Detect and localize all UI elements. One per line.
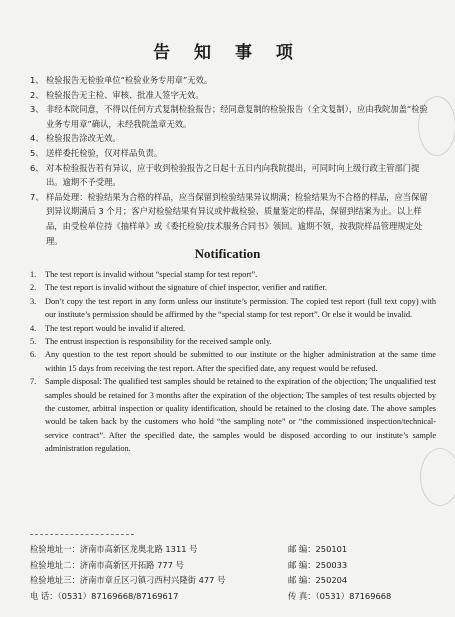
page-title: 告 知 事 项 (153, 43, 302, 63)
list-item (30, 102, 435, 131)
item-text: 检验报告无检验单位“检验业务专用章”无效。 (46, 75, 213, 85)
contact-row (30, 574, 435, 590)
list-item (30, 295, 436, 322)
item-text: 样品处理：检验结果为合格的样品，应当保留到检验结果异议期满；检验结果为不合格的样品，应当保留到异议期满后 3 个月；客户对检验结果有异议或仲裁检验、质量鉴定的样品，保留到结案为止。以上样品，由受检单位持《抽样单》或《委托检验/技术服务合同书》领回。逾期不领，按我院样品管理规定处理。 (46, 191, 428, 246)
address-line: 检验地址一：济南市高新区龙奥北路 1311 号 (30, 544, 198, 554)
postcode: 邮 编：250204 (288, 575, 348, 585)
item-number: 7. (30, 377, 37, 387)
item-number: 5、 (30, 147, 44, 158)
list-item (30, 131, 435, 146)
address-line: 检验地址三：济南市章丘区刁镇刁西村兴隆街 477 号 (30, 575, 226, 585)
item-number: 2、 (30, 89, 44, 100)
chinese-notice-list (30, 73, 435, 248)
item-number: 6. (30, 350, 37, 360)
phone-line: 电 话：（0531）87169668/87169617 (30, 590, 179, 601)
list-item (30, 335, 436, 348)
item-number: 4、 (30, 133, 44, 144)
item-text: The test report would be invalid if altered. (45, 323, 186, 333)
list-item (30, 281, 436, 294)
item-text: 检验报告涂改无效。 (46, 133, 121, 144)
list-item (30, 190, 435, 248)
item-number: 6、 (30, 162, 44, 173)
item-text: 非经本院同意，不得以任何方式复制检验报告；经同意复制的检验报告（全文复制），应由我院加盖“检验业务专用章”确认，未经我院盖章无效。 (46, 104, 428, 129)
contact-row (30, 543, 435, 559)
divider (30, 534, 134, 535)
item-number: 5. (30, 337, 37, 347)
postcode: 邮 编：250101 (288, 544, 348, 554)
item-text: Don’t copy the test report in any form unless our institute’s permission. The copied test report (full text copy) with our institute’s permission should be affirmed by the “special stamp for test report”. Or else it would be invalid. (45, 296, 436, 320)
english-notice-list (30, 268, 436, 456)
item-text: Sample disposal: The qualified test samples should be retained to the expiration of the objection; The unqualified test samples should be retained for 3 months after the expiration of the objection; The samples of test results objected by the customer, arbitral inspection or quality identification, should be retained to the closing date. The above samples would be taken back by the customers who hold “the sampling note” or “the commissioned inspection/technical-service contract”. After the specified date, the samples would be disposed according to our institute’s sample administration regulation. (45, 377, 436, 454)
list-item (30, 146, 435, 161)
item-text: The test report is invalid without the signature of chief inspector, verifier and ratifier. (45, 283, 327, 293)
item-number: 7、 (30, 191, 44, 202)
contact-row (30, 559, 435, 575)
item-text: The entrust inspection is responsibility for the received sample only. (45, 337, 272, 347)
item-number: 3. (30, 296, 37, 306)
notification-title: Notification (194, 246, 261, 261)
fax-line: 传 真：（0531）87169668 (288, 590, 392, 601)
item-number: 2. (30, 283, 37, 293)
item-text: 送样委托检验，仅对样品负责。 (46, 147, 163, 158)
item-number: 1、 (30, 75, 44, 85)
item-number: 3、 (30, 104, 44, 115)
list-item (30, 73, 435, 88)
item-text: 检验报告无主检、审核、批准人签字无效。 (46, 89, 204, 100)
item-text: The test report is invalid without “special stamp for test report”. (45, 270, 258, 279)
item-number: 4. (30, 323, 37, 333)
list-item (30, 348, 436, 375)
list-item (30, 268, 436, 281)
paper-curl-mark (420, 448, 455, 506)
list-item (30, 375, 436, 455)
list-item (30, 161, 435, 190)
contact-block (30, 543, 435, 605)
item-text: Any question to the test report should be submitted to our institute or the higher administration at the same time within 15 days from receiving the test report. After the specified date, any request would be refused. (45, 350, 436, 373)
contact-row (30, 590, 435, 606)
list-item (30, 322, 436, 335)
item-number: 1. (30, 270, 37, 279)
address-line: 检验地址二：济南市高新区开拓路 777 号 (30, 559, 184, 570)
postcode: 邮 编：250033 (288, 559, 348, 570)
item-text: 对本检验报告若有异议，应于收到检验报告之日起十五日内向我院提出，可同时向上级行政主管部门提出。逾期不予受理。 (46, 162, 420, 188)
list-item (30, 88, 435, 103)
